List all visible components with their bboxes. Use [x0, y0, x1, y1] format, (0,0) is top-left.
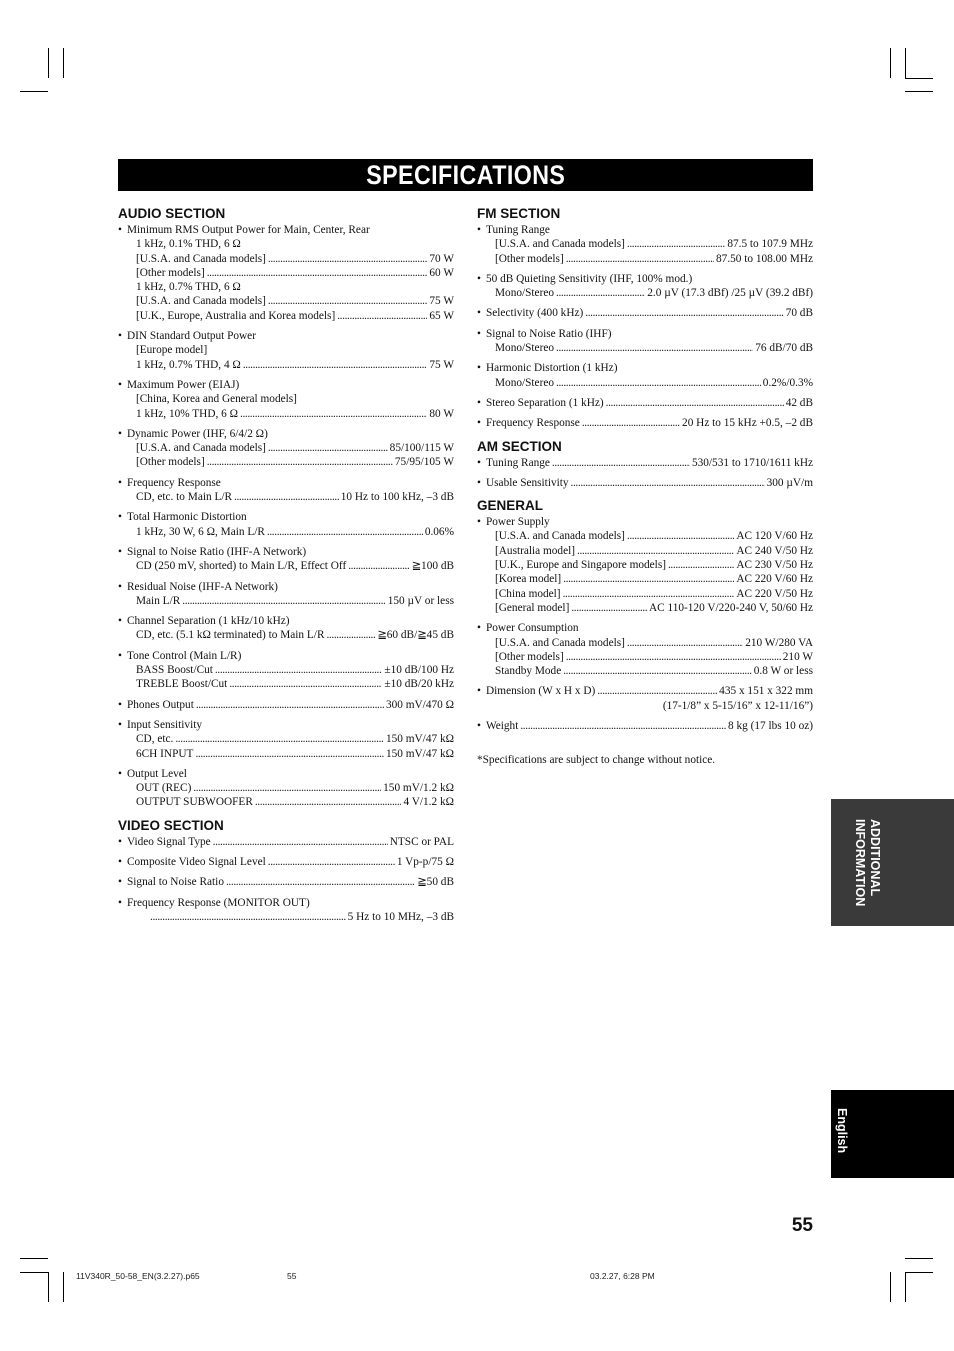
fm-section — [477, 205, 813, 431]
crop-mark — [20, 1272, 48, 1273]
crop-mark — [905, 91, 933, 92]
section-heading: VIDEO SECTION — [118, 817, 224, 833]
page-title: SPECIFICATIONS — [365, 159, 566, 190]
spec-item — [118, 649, 454, 692]
spec-label: [U.S.A. and Canada models] — [495, 530, 625, 543]
spec-line — [477, 286, 813, 300]
dot-leader — [566, 650, 781, 664]
dot-leader — [229, 677, 382, 691]
spec-label: [General model] — [495, 601, 570, 614]
crop-mark — [48, 1272, 49, 1302]
spec-subtext: [Europe model] — [136, 344, 208, 357]
spec-label: CD, etc. to Main L/R — [136, 491, 233, 504]
spec-line — [118, 594, 454, 608]
spec-label: • Usable Sensitivity — [486, 476, 569, 489]
spec-line — [477, 587, 813, 601]
dot-leader — [240, 407, 427, 421]
spec-item — [118, 875, 454, 889]
spec-label: Standby Mode — [495, 665, 562, 678]
spec-line — [118, 628, 454, 642]
dot-leader — [566, 252, 714, 266]
crop-mark — [63, 1272, 64, 1302]
spec-value: ≧50 dB — [417, 876, 454, 889]
dot-leader — [268, 855, 395, 869]
spec-label: • Video Signal Type — [127, 835, 211, 848]
crop-mark — [905, 48, 906, 78]
spec-value: 530/531 to 1710/1611 kHz — [691, 456, 813, 469]
dot-leader — [556, 341, 753, 355]
spec-line — [477, 601, 813, 615]
dot-leader — [627, 237, 725, 251]
spec-line — [477, 529, 813, 543]
spec-label: 6CH INPUT — [136, 747, 194, 760]
spec-label: • Stereo Separation (1 kHz) — [486, 396, 604, 409]
spec-label: • Weight — [486, 720, 519, 733]
spec-item — [118, 835, 454, 849]
dot-leader — [215, 663, 382, 677]
spec-label: • DIN Standard Output Power — [118, 329, 454, 343]
spec-line — [477, 719, 813, 733]
spec-line — [118, 910, 454, 924]
spec-label: TREBLE Boost/Cut — [136, 678, 228, 691]
spec-label: • Selectivity (400 kHz) — [486, 307, 584, 320]
spec-label: [U.S.A. and Canada models] — [136, 295, 266, 308]
am-section — [477, 438, 813, 491]
spec-item — [118, 329, 454, 372]
spec-label: • Harmonic Distortion (1 kHz) — [477, 361, 813, 375]
dot-leader — [268, 441, 388, 455]
spec-label: • Output Level — [118, 767, 454, 781]
spec-label: • Signal to Noise Ratio — [127, 876, 224, 889]
spec-value: 75/95/105 W — [394, 456, 454, 469]
spec-line — [118, 698, 454, 712]
crop-mark — [48, 48, 49, 78]
spec-line — [477, 416, 813, 430]
dot-leader — [326, 628, 375, 642]
spec-line — [477, 252, 813, 266]
spec-value: AC 220 V/50 Hz — [736, 587, 813, 600]
spec-value: AC 110-120 V/220-240 V, 50/60 Hz — [648, 601, 813, 614]
spec-label: • Signal to Noise Ratio (IHF-A Network) — [118, 545, 454, 559]
spec-label: [China model] — [495, 587, 561, 600]
crop-mark — [20, 1258, 48, 1259]
spec-label: [Other models] — [495, 252, 564, 265]
spec-value: 0.06% — [424, 525, 454, 538]
spec-label: 1 kHz, 0.7% THD, 4 Ω — [136, 358, 241, 371]
spec-line — [118, 855, 454, 869]
spec-label: • Signal to Noise Ratio (IHF) — [477, 327, 813, 341]
dot-leader — [552, 456, 690, 470]
spec-label: [Australia model] — [495, 544, 575, 557]
crop-mark — [63, 48, 64, 78]
spec-value: 65 W — [429, 309, 454, 322]
spec-label: Mono/Stereo — [495, 287, 554, 300]
spec-label: BASS Boost/Cut — [136, 664, 213, 677]
left-column — [118, 205, 454, 931]
spec-label: [Other models] — [136, 456, 205, 469]
spec-item — [477, 476, 813, 490]
spec-value: 210 W — [782, 650, 813, 663]
spec-line — [118, 441, 454, 455]
spec-line — [118, 835, 454, 849]
dot-leader — [563, 664, 752, 678]
crop-mark — [905, 1272, 933, 1273]
spec-subtext: 1 kHz, 0.1% THD, 6 Ω — [136, 238, 241, 251]
crop-mark — [905, 1272, 906, 1302]
dot-leader — [668, 558, 734, 572]
spec-line — [477, 558, 813, 572]
spec-value: 1 Vp-p/75 Ω — [396, 855, 454, 868]
dot-leader — [597, 684, 717, 698]
spec-value: 435 x 151 x 322 mm — [719, 685, 813, 698]
right-column — [477, 205, 813, 767]
dot-leader — [182, 594, 386, 608]
spec-value: 85/100/115 W — [389, 442, 454, 455]
spec-item — [118, 614, 454, 643]
spec-value: 2.0 µV (17.3 dBf) /25 µV (39.2 dBf) — [647, 287, 813, 300]
page-number: 55 — [791, 1215, 813, 1236]
spec-value: 300 µV/m — [766, 476, 813, 489]
spec-label: [U.K., Europe, Australia and Korea models] — [136, 309, 336, 322]
dot-leader — [337, 309, 427, 323]
spec-item — [118, 510, 454, 539]
dot-leader — [255, 795, 402, 809]
footer-page: 55 — [287, 1271, 297, 1281]
spec-line — [477, 684, 813, 698]
audio-section — [118, 205, 454, 810]
spec-label: [Other models] — [495, 650, 564, 663]
general-section — [477, 497, 813, 733]
spec-label: Main L/R — [136, 594, 181, 607]
dot-leader — [195, 747, 384, 761]
dot-leader — [585, 306, 783, 320]
spec-value: 8 kg (17 lbs 10 oz) — [727, 720, 813, 733]
spec-value: AC 220 V/60 Hz — [736, 573, 813, 586]
crop-mark — [890, 48, 891, 78]
spec-line — [477, 572, 813, 586]
footer-file: 11V340R_50-58_EN(3.2.27).p65 — [76, 1271, 200, 1281]
spec-label: [U.K., Europe and Singapore models] — [495, 559, 666, 572]
spec-line — [477, 237, 813, 251]
spec-item — [118, 767, 454, 810]
spec-label: • Phones Output — [127, 698, 194, 711]
dot-leader — [563, 587, 735, 601]
dot-leader — [207, 266, 428, 280]
dot-leader — [193, 781, 381, 795]
spec-label: [Other models] — [136, 266, 205, 279]
dot-leader — [556, 286, 645, 300]
spec-item — [477, 396, 813, 410]
dot-leader — [268, 252, 428, 266]
dot-leader — [243, 358, 428, 372]
dot-leader — [571, 476, 765, 490]
spec-value: 0.8 W or less — [753, 665, 813, 678]
crop-mark — [905, 1258, 933, 1259]
dot-leader — [348, 559, 409, 573]
spec-value: 10 Hz to 100 kHz, –3 dB — [340, 491, 454, 504]
dot-leader — [606, 396, 784, 410]
spec-line — [118, 252, 454, 266]
spec-item — [118, 718, 454, 761]
spec-value: 70 W — [429, 252, 454, 265]
spec-line — [118, 294, 454, 308]
dot-leader — [627, 529, 734, 543]
spec-label: CD, etc. — [136, 733, 174, 746]
spec-value: AC 230 V/50 Hz — [736, 559, 813, 572]
spec-label: [U.S.A. and Canada models] — [495, 636, 625, 649]
spec-value: 42 dB — [785, 396, 813, 409]
spec-line — [118, 677, 454, 691]
spec-value: NTSC or PAL — [389, 835, 454, 848]
spec-item — [118, 855, 454, 869]
spec-line — [477, 376, 813, 390]
spec-item — [118, 698, 454, 712]
spec-label: • Input Sensitivity — [118, 718, 454, 732]
spec-line — [118, 732, 454, 746]
spec-line — [477, 396, 813, 410]
spec-line — [118, 781, 454, 795]
spec-value: 20 Hz to 15 kHz +0.5, –2 dB — [682, 417, 813, 430]
spec-value: 75 W — [429, 295, 454, 308]
spec-label: • Tone Control (Main L/R) — [118, 649, 454, 663]
spec-subtext: (17-1/8” x 5-15/16” x 12-11/16”) — [662, 699, 813, 712]
spec-value: 87.50 to 108.00 MHz — [716, 252, 813, 265]
spec-value: 150 mV/1.2 kΩ — [383, 782, 454, 795]
spec-value: 75 W — [429, 358, 454, 371]
dot-leader — [213, 835, 388, 849]
spec-label: • Dimension (W x H x D) — [486, 685, 596, 698]
spec-label: • Tuning Range — [477, 223, 813, 237]
spec-label: [U.S.A. and Canada models] — [136, 442, 266, 455]
spec-value: AC 240 V/50 Hz — [736, 544, 813, 557]
spec-value: 5 Hz to 10 MHz, –3 dB — [347, 910, 454, 923]
spec-value: 60 W — [429, 266, 454, 279]
spec-item — [477, 456, 813, 470]
spec-value: 80 W — [429, 407, 454, 420]
spec-item — [477, 327, 813, 356]
spec-item — [477, 719, 813, 733]
dot-leader — [556, 376, 761, 390]
spec-label: • Residual Noise (IHF-A Network) — [118, 580, 454, 594]
spec-item — [477, 621, 813, 678]
spec-label: • Maximum Power (EIAJ) — [118, 378, 454, 392]
spec-label: 1 kHz, 30 W, 6 Ω, Main L/R — [136, 525, 265, 538]
spec-value: 76 dB/70 dB — [755, 342, 813, 355]
spec-value: 210 W/280 VA — [745, 636, 813, 649]
spec-line — [118, 309, 454, 323]
dot-leader — [268, 294, 428, 308]
dot-leader — [150, 910, 346, 924]
spec-item — [118, 378, 454, 421]
spec-item — [477, 684, 813, 713]
spec-item — [118, 223, 454, 323]
language-tab[interactable] — [831, 1090, 954, 1178]
dot-leader — [577, 544, 734, 558]
spec-item — [118, 896, 454, 925]
spec-label: • Power Supply — [477, 515, 813, 529]
video-section — [118, 817, 454, 924]
spec-item — [477, 272, 813, 301]
dot-leader — [520, 719, 726, 733]
dot-leader — [582, 416, 680, 430]
spec-item — [118, 427, 454, 470]
spec-value: ±10 dB/100 Hz — [384, 664, 454, 677]
spec-line — [477, 476, 813, 490]
section-heading: FM SECTION — [477, 206, 561, 221]
spec-label: • Frequency Response — [118, 476, 454, 490]
spec-line — [118, 358, 454, 372]
spec-line — [118, 490, 454, 504]
dot-leader — [196, 698, 384, 712]
spec-label: 1 kHz, 10% THD, 6 Ω — [136, 407, 239, 420]
spec-label: • Power Consumption — [477, 621, 813, 635]
spec-note: *Specifications are subject to change without notice. — [477, 754, 716, 767]
spec-item — [477, 223, 813, 266]
spec-label: OUTPUT SUBWOOFER — [136, 796, 253, 809]
spec-item — [477, 306, 813, 320]
spec-value: ±10 dB/20 kHz — [384, 678, 454, 691]
spec-label: • Frequency Response (MONITOR OUT) — [118, 896, 454, 910]
title-bar — [118, 159, 813, 191]
spec-label: OUT (REC) — [136, 782, 192, 795]
dot-leader — [207, 455, 393, 469]
spec-label: • Frequency Response — [486, 417, 580, 430]
spec-line — [118, 455, 454, 469]
spec-label: • Minimum RMS Output Power for Main, Center, Rear — [118, 223, 454, 237]
spec-label: • 50 dB Quieting Sensitivity (IHF, 100% mod.) — [477, 272, 813, 286]
spec-label: • Composite Video Signal Level — [127, 855, 266, 868]
dot-leader — [627, 636, 743, 650]
section-heading: AUDIO SECTION — [118, 206, 226, 221]
spec-value: AC 120 V/60 Hz — [736, 530, 813, 543]
dot-leader — [571, 601, 647, 615]
spec-value: ≧60 dB/≧45 dB — [377, 629, 454, 642]
spec-value: 70 dB — [785, 307, 813, 320]
spec-line — [477, 341, 813, 355]
spec-line — [477, 306, 813, 320]
section-heading: GENERAL — [477, 498, 544, 514]
spec-line — [118, 795, 454, 809]
dot-leader — [267, 525, 423, 539]
spec-label: Mono/Stereo — [495, 376, 554, 389]
spec-label: [U.S.A. and Canada models] — [495, 238, 625, 251]
spec-item — [118, 545, 454, 574]
spec-value: 0.2%/0.3% — [762, 376, 813, 389]
spec-label: [U.S.A. and Canada models] — [136, 252, 266, 265]
spec-line — [477, 544, 813, 558]
spec-item — [477, 515, 813, 615]
footer-date: 03.2.27, 6:28 PM — [590, 1271, 655, 1281]
dot-leader — [226, 875, 415, 889]
dot-leader — [175, 732, 384, 746]
spec-line — [118, 663, 454, 677]
spec-value: 150 µV or less — [387, 594, 454, 607]
spec-label: • Total Harmonic Distortion — [118, 510, 454, 524]
dot-leader — [234, 490, 339, 504]
spec-line — [477, 636, 813, 650]
spec-label: [Korea model] — [495, 573, 562, 586]
crop-mark — [890, 1272, 891, 1302]
spec-line — [477, 650, 813, 664]
spec-line — [118, 559, 454, 573]
language-label: English — [835, 1108, 849, 1154]
spec-label: • Channel Separation (1 kHz/10 kHz) — [118, 614, 454, 628]
additional-information-tab[interactable] — [831, 799, 954, 926]
spec-value: 150 mV/47 kΩ — [385, 747, 454, 760]
spec-line — [477, 664, 813, 678]
spec-line — [118, 266, 454, 280]
spec-subtext: 1 kHz, 0.7% THD, 6 Ω — [136, 281, 241, 294]
spec-line — [118, 747, 454, 761]
spec-label: • Dynamic Power (IHF, 6/4/2 Ω) — [118, 427, 454, 441]
spec-value: 150 mV/47 kΩ — [385, 733, 454, 746]
spec-label: • Tuning Range — [486, 456, 550, 469]
spec-value: ≧100 dB — [411, 560, 454, 573]
tab-label-additional: ADDITIONAL — [868, 819, 882, 897]
spec-label: CD, etc. (5.1 kΩ terminated) to Main L/R — [136, 629, 325, 642]
spec-label: Mono/Stereo — [495, 342, 554, 355]
spec-label: CD (250 mV, shorted) to Main L/R, Effect Off — [136, 560, 347, 573]
spec-value: 4 V/1.2 kΩ — [403, 796, 454, 809]
section-heading: AM SECTION — [477, 438, 562, 454]
crop-mark — [905, 78, 933, 79]
spec-line — [118, 875, 454, 889]
spec-value: 87.5 to 107.9 MHz — [727, 238, 813, 251]
spec-subtext: [China, Korea and General models] — [136, 393, 297, 406]
spec-item — [118, 476, 454, 505]
crop-mark — [20, 91, 48, 92]
spec-line — [477, 456, 813, 470]
tab-label-information: INFORMATION — [853, 819, 867, 907]
spec-line — [118, 407, 454, 421]
dot-leader — [563, 572, 734, 586]
spec-item — [118, 580, 454, 609]
spec-value: 300 mV/470 Ω — [385, 698, 454, 711]
spec-item — [477, 416, 813, 430]
spec-line — [118, 525, 454, 539]
spec-item — [477, 361, 813, 390]
